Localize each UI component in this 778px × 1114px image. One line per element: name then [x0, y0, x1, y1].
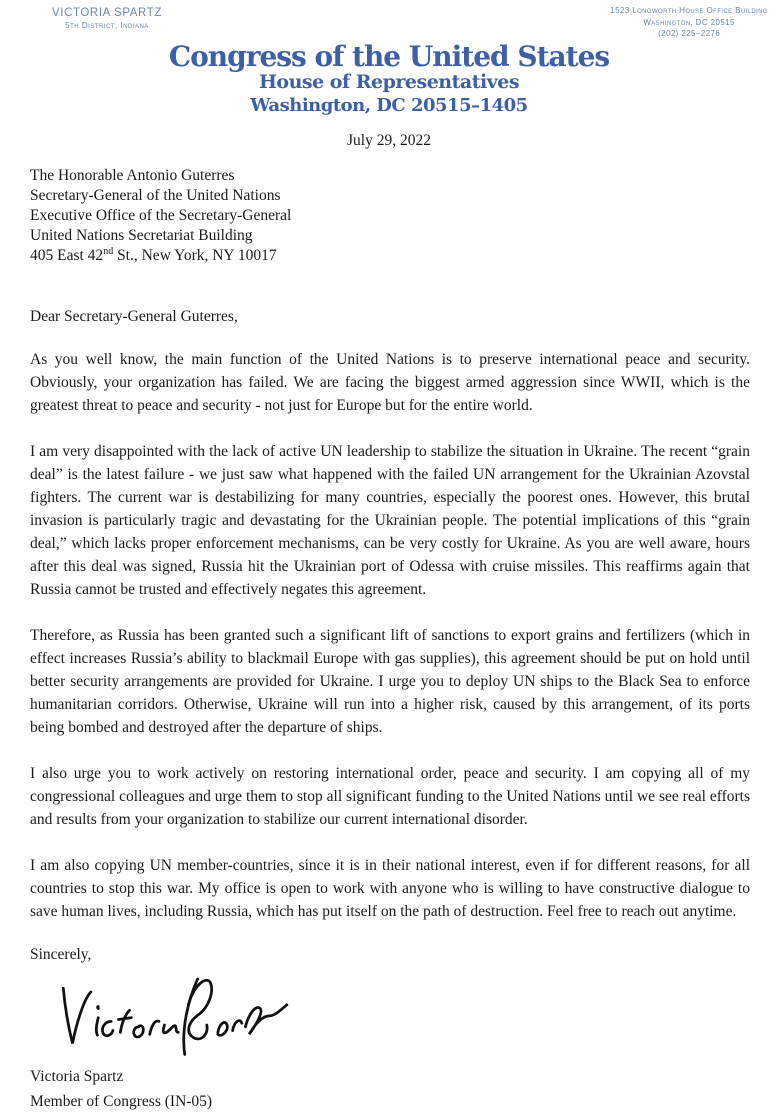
member-district: 5th District, Indiana [65, 21, 149, 30]
signer-block [30, 1064, 750, 1114]
office-address-line2: Washington, DC 20515 [643, 17, 735, 27]
salutation: Dear Secretary-General Guterres, [30, 308, 238, 325]
body-paragraph: I am very disappointed with the lack of active UN leadership to stabilize the situation in Ukraine. The recent “grain deal” is the latest failure - we just saw what happened with the failed UN arrangement for the Ukrainian Azovstal fighters. The current war is destabilizing for many countries, especially the poorest ones. However, this brutal invasion is particularly tragic and devastating for the Ukrainian people. The potential implications of this “grain deal,” which lacks proper enforcement mechanisms, can be very costly for Ukraine. As you are well aware, hours after this deal was signed, Russia hit the Ukrainian port of Odessa with cruise missiles. This reaffirms again that Russia cannot be trusted and effectively negates this agreement. [30, 443, 750, 598]
letterhead-office-block [610, 5, 768, 40]
body-paragraph: I am also copying UN member-countries, since it is in their national interest, even if for different reasons, for all countries to stop this war. My office is open to work with anyone who is willing to have constructive dialogue to save human lives, including Russia, which has put itself on the path of destruction. Feel free to reach out anytime. [30, 857, 750, 920]
washington-subtitle: Washington, DC 20515–1405 [250, 95, 528, 117]
signer-name: Victoria Spartz [30, 1068, 124, 1085]
body-paragraph: Therefore, as Russia has been granted such a significant lift of sanctions to export grains and fertilizers (which in effect increases Russia’s ability to blackmail Europe with gas supplies), this agreement should be put on hold until better security arrangements are provided for Ukraine. I urge you to deploy UN ships to the Black Sea to enforce humanitarian corridors. Otherwise, Ukraine will run into a higher risk, caused by this arrangement, of its ports being bombed and destroyed after the departure of ships. [30, 627, 750, 736]
body-paragraph: As you well know, the main function of the United Nations is to preserve international peace and security. Obviously, your organization has failed. We are facing the biggest armed aggression since WWII, which is the greatest threat to peace and security - not just for Europe but for the entire world. [30, 351, 750, 414]
member-name: VICTORIA SPARTZ [52, 7, 162, 19]
recipient-street-address: 405 East 42nd St., New York, NY 10017 [30, 245, 277, 264]
recipient-name: The Honorable Antonio Guterres [30, 167, 235, 184]
recipient-title: Secretary-General of the United Nations [30, 187, 281, 204]
closing: Sincerely, [30, 946, 92, 963]
letter-body [0, 166, 778, 1114]
house-subtitle: House of Representatives [258, 71, 520, 94]
congress-title: Congress of the United States [168, 40, 610, 73]
letterhead [0, 0, 778, 128]
office-phone: (202) 225–2276 [658, 29, 721, 39]
letterhead-congress-block [0, 42, 778, 118]
signer-title: Member of Congress (IN-05) [30, 1093, 213, 1110]
handwritten-signature-svg [40, 968, 300, 1060]
letter-date: July 29, 2022 [347, 132, 431, 149]
recipient-office: Executive Office of the Secretary-General [30, 207, 292, 224]
body-paragraph: I also urge you to work actively on restoring international order, peace and security. I am copying all of my congressional colleagues and urge them to stop all significant funding to the United Nations until we see real efforts and results from your organization to stabilize our current international disorder. [30, 765, 750, 828]
recipient-address-block [30, 166, 750, 266]
letterhead-member-block [52, 7, 162, 30]
recipient-building: United Nations Secretariat Building [30, 227, 253, 244]
signature-image [40, 968, 750, 1060]
paragraphs [30, 348, 750, 923]
office-address-line1: 1523 Longworth House Office Building [610, 6, 768, 15]
ordinal-superscript: nd [103, 245, 114, 257]
